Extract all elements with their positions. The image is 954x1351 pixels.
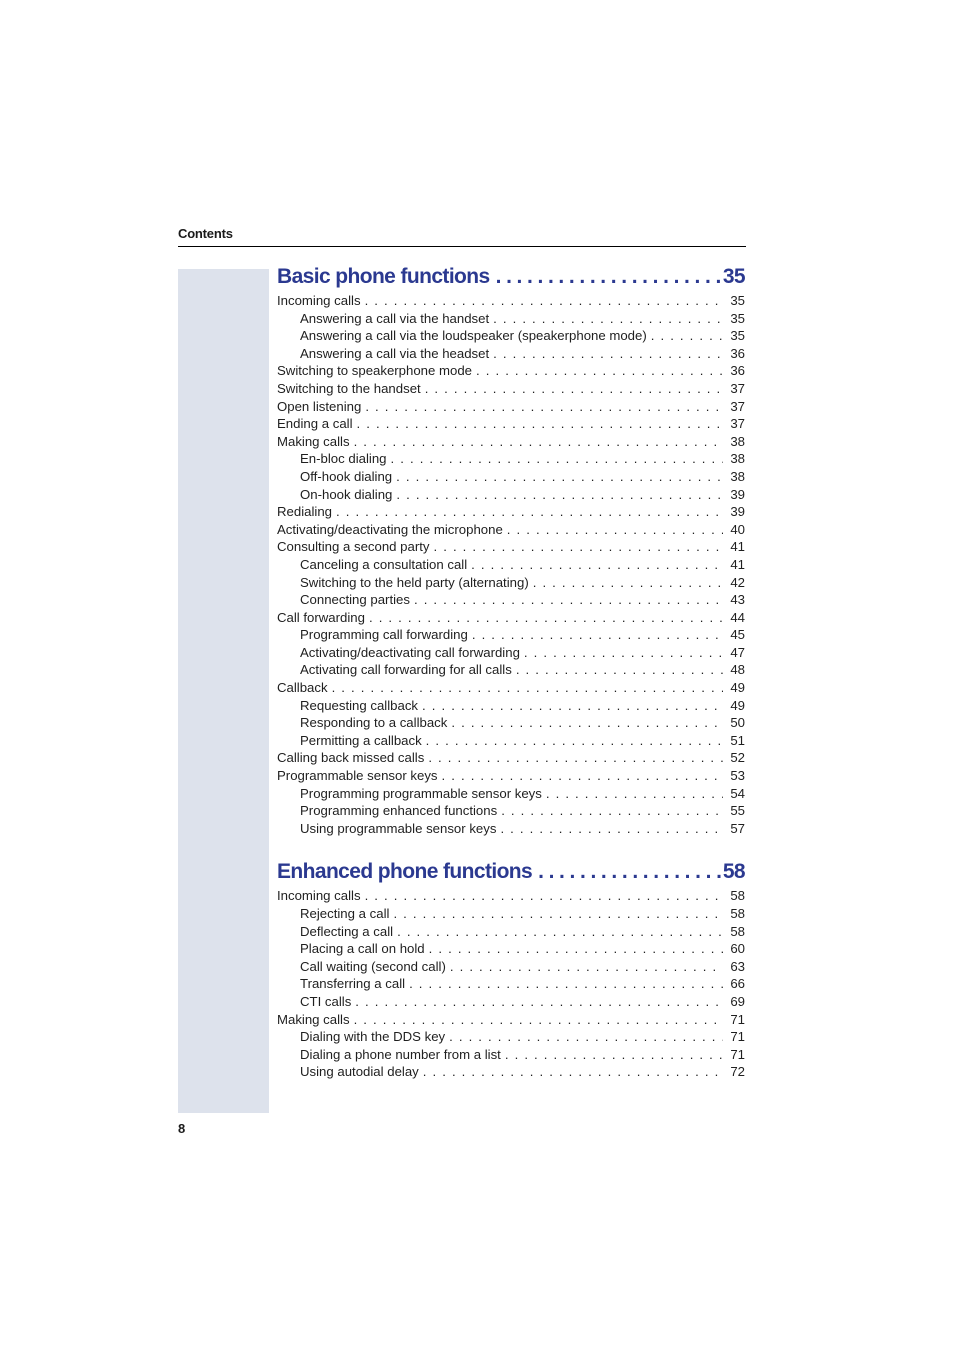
entry-page: 69: [730, 993, 745, 1009]
dot-leader: [422, 697, 723, 715]
entry-page: 47: [730, 644, 745, 660]
dot-leader: [500, 820, 723, 838]
entry-page: 36: [730, 345, 745, 361]
entry-title: Incoming calls: [277, 888, 361, 904]
toc-entry[interactable]: [277, 626, 745, 644]
dot-leader: [336, 503, 723, 521]
toc-entry[interactable]: [277, 958, 745, 976]
entry-title: Answering a call via the headset: [300, 345, 490, 361]
dot-leader: [365, 398, 723, 416]
entry-page: 53: [730, 768, 745, 784]
toc-entry[interactable]: [277, 679, 745, 697]
entry-page: 35: [730, 310, 745, 326]
entry-page: 37: [730, 416, 745, 432]
toc-entry[interactable]: [277, 468, 745, 486]
entry-title: Programmable sensor keys: [277, 768, 438, 784]
entry-page: 37: [730, 380, 745, 396]
toc-entry[interactable]: [277, 975, 745, 993]
entry-title: Off-hook dialing: [300, 468, 393, 484]
entry-page: 72: [730, 1064, 745, 1080]
dot-leader: [357, 415, 723, 433]
entry-page: 36: [730, 363, 745, 379]
entry-title: Switching to speakerphone mode: [277, 363, 473, 379]
entry-page: 40: [730, 521, 745, 537]
entry-page: 38: [730, 433, 745, 449]
entry-page: 71: [730, 1046, 745, 1062]
entry-page: 58: [730, 906, 745, 921]
section-page: 58: [722, 860, 745, 884]
dot-leader: [369, 609, 723, 627]
toc-entry[interactable]: [277, 644, 745, 662]
toc-entry[interactable]: [277, 609, 745, 627]
dot-leader: [426, 732, 723, 750]
toc-entry[interactable]: [277, 749, 745, 767]
dot-leader: [449, 1028, 723, 1046]
header-rule: [178, 246, 746, 247]
dot-leader: [425, 380, 723, 398]
running-header: Contents: [178, 226, 233, 241]
dot-leader: [429, 940, 723, 958]
entry-title: Transferring a call: [300, 976, 406, 992]
toc-entry[interactable]: [277, 538, 745, 556]
toc-section: [277, 857, 745, 1081]
dot-leader: [332, 679, 723, 697]
entry-page: 43: [730, 592, 745, 608]
entry-title: Responding to a callback: [300, 715, 448, 731]
page-number: 8: [178, 1121, 186, 1136]
dot-leader: [409, 975, 723, 993]
entry-page: 51: [730, 732, 745, 748]
entry-title: Activating/deactivating call forwarding: [300, 644, 520, 660]
dot-leader: [433, 538, 723, 556]
toc-entry[interactable]: [277, 574, 745, 592]
toc-entry[interactable]: [277, 503, 745, 521]
entry-title: Deflecting a call: [300, 923, 394, 939]
entry-page: 48: [730, 662, 745, 678]
toc-entry[interactable]: [277, 433, 745, 451]
toc-entry[interactable]: [277, 1028, 745, 1046]
entry-title: Making calls: [277, 433, 350, 449]
toc-entry[interactable]: [277, 820, 745, 838]
dot-leader: [354, 1011, 723, 1029]
entry-title: Open listening: [277, 398, 362, 414]
toc-entry[interactable]: [277, 345, 745, 363]
entry-page: 35: [730, 328, 745, 344]
dot-leader: [493, 345, 723, 363]
section-title: Basic phone functions: [277, 265, 490, 288]
dot-leader: [442, 767, 723, 785]
toc-entry[interactable]: [277, 486, 745, 504]
entry-title: Switching to the held party (alternating): [300, 574, 529, 590]
dot-leader: [414, 591, 723, 609]
toc-entry[interactable]: [277, 714, 745, 732]
entry-title: Ending a call: [277, 416, 353, 432]
entry-title: Programming call forwarding: [300, 627, 468, 643]
toc-entry[interactable]: [277, 310, 745, 328]
toc-entry[interactable]: [277, 362, 745, 380]
toc-entry[interactable]: [277, 940, 745, 958]
toc-entry[interactable]: [277, 591, 745, 609]
entry-title: Switching to the handset: [277, 380, 421, 396]
dot-leader: [354, 433, 723, 451]
section-heading[interactable]: [277, 262, 745, 292]
entry-title: Dialing with the DDS key: [300, 1029, 446, 1045]
entry-title: CTI calls: [300, 993, 352, 1009]
dot-leader: [472, 626, 723, 644]
toc-entry[interactable]: [277, 887, 745, 905]
entry-title: Programming programmable sensor keys: [300, 785, 542, 801]
entry-title: Using programmable sensor keys: [300, 820, 497, 836]
entry-page: 41: [730, 539, 745, 555]
dot-leader: [546, 785, 723, 803]
entry-title: Consulting a second party: [277, 539, 430, 555]
dot-leader: [396, 486, 723, 504]
entry-page: 49: [730, 680, 745, 696]
toc-entry[interactable]: [277, 415, 745, 433]
entry-page: 50: [730, 715, 745, 731]
dot-leader: [476, 362, 723, 380]
section-title: Enhanced phone functions: [277, 860, 533, 884]
entry-page: 58: [730, 923, 745, 939]
toc-entry[interactable]: [277, 450, 745, 468]
entry-title: Requesting callback: [300, 697, 419, 713]
dot-leader: [423, 1063, 723, 1081]
entry-page: 57: [730, 820, 745, 836]
dot-leader: [365, 887, 723, 905]
dot-leader: [651, 327, 723, 345]
entry-title: On-hook dialing: [300, 486, 393, 502]
dot-leader: [533, 574, 723, 592]
entry-page: 55: [730, 803, 745, 819]
dot-leader: [355, 993, 723, 1011]
dot-leader: [471, 556, 723, 574]
table-of-contents: [277, 262, 745, 1081]
dot-leader: [538, 857, 721, 887]
entry-page: 58: [730, 888, 745, 904]
dot-leader: [496, 262, 721, 292]
entry-page: 45: [730, 627, 745, 643]
toc-entry[interactable]: [277, 923, 745, 941]
entry-page: 42: [730, 574, 745, 590]
toc-entry[interactable]: [277, 1011, 745, 1029]
dot-leader: [516, 661, 723, 679]
entry-title: Call waiting (second call): [300, 958, 446, 974]
toc-entry[interactable]: [277, 905, 745, 923]
toc-section: [277, 262, 745, 837]
entry-page: 37: [730, 398, 745, 414]
entry-page: 35: [730, 293, 745, 308]
toc-entry[interactable]: [277, 767, 745, 785]
toc-entry[interactable]: [277, 521, 745, 539]
entry-title: Placing a call on hold: [300, 941, 425, 957]
section-heading[interactable]: [277, 857, 745, 887]
entry-title: Programming enhanced functions: [300, 803, 498, 819]
entry-title: Using autodial delay: [300, 1064, 419, 1080]
toc-entry[interactable]: [277, 697, 745, 715]
dot-leader: [505, 1046, 723, 1064]
toc-entry[interactable]: [277, 785, 745, 803]
dot-leader: [501, 802, 723, 820]
entry-title: Connecting parties: [300, 592, 410, 608]
dot-leader: [365, 292, 723, 310]
dot-leader: [397, 923, 723, 941]
dot-leader: [391, 450, 723, 468]
entry-title: Rejecting a call: [300, 906, 390, 921]
entry-page: 49: [730, 697, 745, 713]
dot-leader: [507, 521, 723, 539]
entry-title: Permitting a callback: [300, 732, 422, 748]
toc-entry[interactable]: [277, 556, 745, 574]
entry-page: 38: [730, 468, 745, 484]
entry-title: Incoming calls: [277, 293, 361, 308]
dot-leader: [524, 644, 723, 662]
dot-leader: [428, 749, 723, 767]
entry-page: 39: [730, 504, 745, 520]
dot-leader: [493, 310, 723, 328]
entry-title: Answering a call via the loudspeaker (speakerphone mode): [300, 328, 647, 344]
entry-title: Canceling a consultation call: [300, 556, 468, 572]
entry-title: Redialing: [277, 504, 332, 520]
dot-leader: [450, 958, 723, 976]
toc-entry[interactable]: [277, 398, 745, 416]
entry-page: 39: [730, 486, 745, 502]
dot-leader: [396, 468, 723, 486]
entry-title: Calling back missed calls: [277, 750, 425, 766]
toc-entry[interactable]: [277, 292, 745, 310]
entry-page: 66: [730, 976, 745, 992]
entry-page: 71: [730, 1029, 745, 1045]
section-page: 35: [722, 265, 745, 288]
entry-title: Activating call forwarding for all calls: [300, 662, 512, 678]
sidebar-shade: [178, 269, 269, 1113]
entry-page: 71: [730, 1011, 745, 1027]
entry-title: En-bloc dialing: [300, 451, 387, 467]
entry-title: Dialing a phone number from a list: [300, 1046, 501, 1062]
entry-title: Callback: [277, 680, 328, 696]
toc-entry[interactable]: [277, 802, 745, 820]
toc-entry[interactable]: [277, 1063, 745, 1081]
entry-page: 38: [730, 451, 745, 467]
entry-title: Answering a call via the handset: [300, 310, 490, 326]
dot-leader: [451, 714, 723, 732]
dot-leader: [393, 905, 723, 923]
toc-entry[interactable]: [277, 661, 745, 679]
entry-page: 52: [730, 750, 745, 766]
entry-title: Making calls: [277, 1011, 350, 1027]
entry-page: 41: [730, 556, 745, 572]
toc-entry[interactable]: [277, 1046, 745, 1064]
entry-page: 63: [730, 958, 745, 974]
entry-title: Activating/deactivating the microphone: [277, 521, 503, 537]
entry-title: Call forwarding: [277, 609, 365, 625]
toc-entry[interactable]: [277, 327, 745, 345]
entry-page: 44: [730, 609, 745, 625]
toc-entry[interactable]: [277, 380, 745, 398]
toc-entry[interactable]: [277, 732, 745, 750]
entry-page: 60: [730, 941, 745, 957]
toc-entry[interactable]: [277, 993, 745, 1011]
entry-page: 54: [730, 785, 745, 801]
